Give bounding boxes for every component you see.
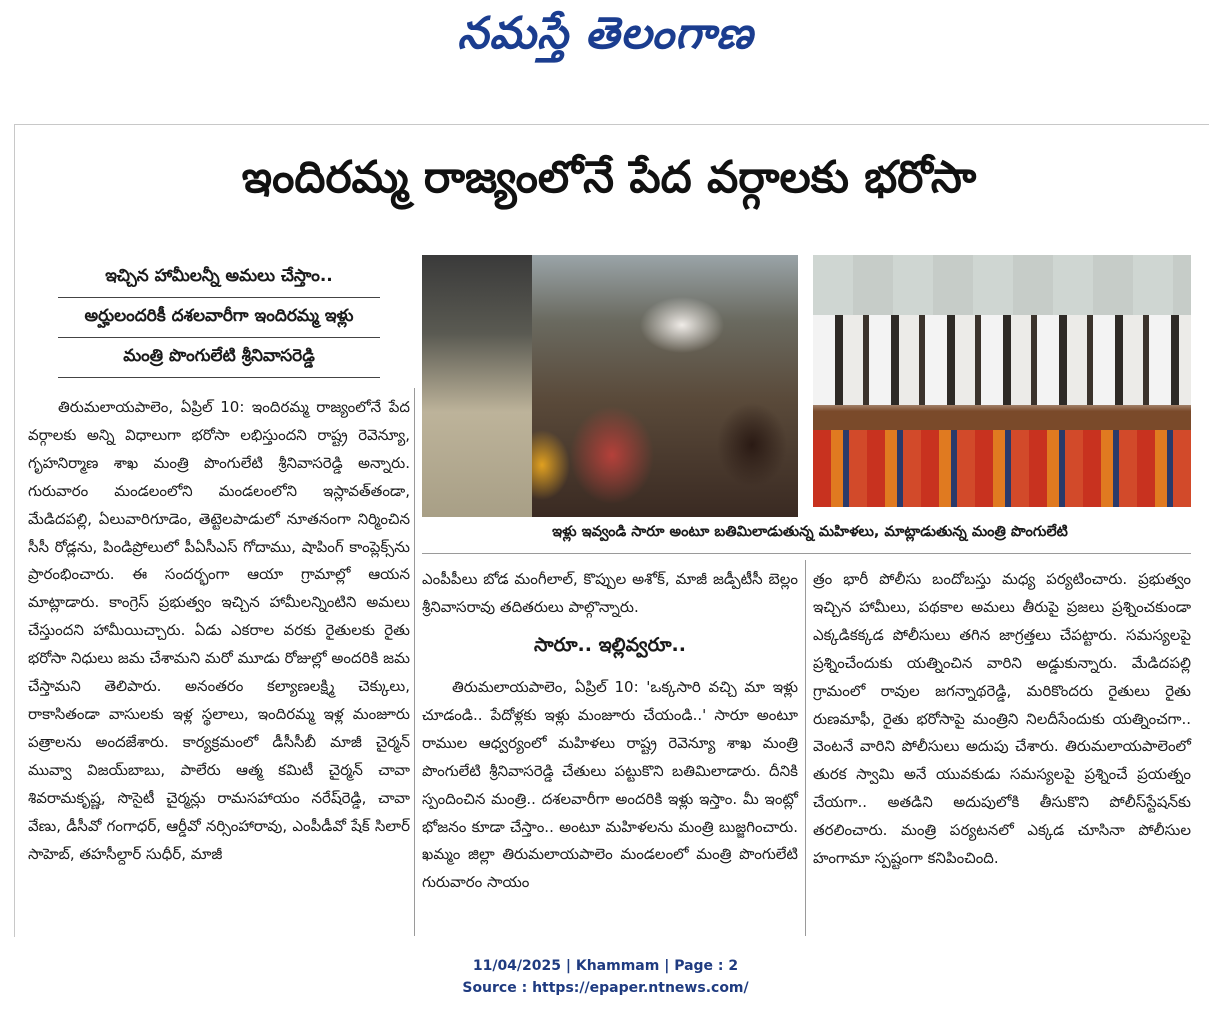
photo-caption: ఇళ్లు ఇవ్వండి సారూ అంటూ బతిమిలాడుతున్న మహిళలు, మాట్లాడుతున్న మంత్రి పొంగులేటి bbox=[552, 524, 1068, 540]
article-paragraph: ఎంపీపీలు బోడ మంగీలాల్, కొప్పుల అశోక్, మాజీ జడ్పీటీసీ బెల్లం శ్రీనివాసరావు తదితరులు పాల్గొన్నారు. bbox=[422, 570, 798, 616]
footer-edition: 11/04/2025 | Khammam | Page : 2 bbox=[472, 958, 739, 974]
article-paragraph: త్రం భారీ పోలీసు బందోబస్తు మధ్య పర్యటించారు. ప్రభుత్వం ఇచ్చిన హామీలు, పథకాల అమలు తీరుపై ప్రజలు ప్రశ్నించకుండా ఎక్కడికక్కడ పోలీసులు తగిన జాగ్రత్తలు చేపట్టారు. సమస్యలపై ప్రశ్నించేందుకు యత్నించిన వారిని అడ్డుకున్నారు. మేడిదపల్లి గ్రామంలో రావుల జగన్నాథరెడ్డి, మరికొందరు రైతులు రైతు రుణమాఫీ, రైతు భరోసాపై మంత్రిని నిలదీసేందుకు యత్నించగా.. వెంటనే వారిని పోలీసులు అదుపు చేశారు. తిరుమలాయపాలెంలో తురక స్వామి అనే యువకుడు సమస్యలపై ప్రశ్నించే ప్రయత్నం చేయగా.. అతడిని అదుపులోకి తీసుకొని పోలీస్‌స్టేషన్‌కు తరలించారు. మంత్రి పర్యటనలో ఎక్కడ చూసినా పోలీసుల హంగామా స్పష్టంగా కనిపించింది. bbox=[813, 570, 1191, 868]
article-body-main bbox=[28, 394, 410, 868]
subhead-2 bbox=[28, 298, 410, 338]
column-divider bbox=[414, 388, 415, 936]
masthead-logo: నమస్తే తెలంగాణ bbox=[457, 8, 754, 59]
subhead-text: ఇచ్చిన హామీలన్నీ అమలు చేస్తాం.. bbox=[105, 266, 333, 286]
article-paragraph: తిరుమలాయపాలెం, ఏప్రిల్ 10: 'ఒక్కసారి వచ్చి మా ఇళ్లు చూడండి.. పేదోళ్లకు ఇళ్లు మంజూరు చేయండి..' సారూ అంటూ రాముల ఆధ్వర్యంలో మహిళలు రాష్ట్ర రెవెన్యూ శాఖ మంత్రి పొంగులేటి శ్రీనివాసరెడ్డి చేతులు పట్టుకొని బతిమిలాడారు. దీనికి స్పందించిన మంత్రి.. దశలవారీగా అందరికి ఇళ్లు ఇస్తాం. మీ ఇంట్లో భోజనం కూడా చేస్తాం.. అంటూ మహిళలను మంత్రి బుజ్జగించారు. ఖమ్మం జిల్లా తిరుమలాయపాలెం మండలంలో మంత్రి పొంగులేటి గురువారం సాయం bbox=[422, 678, 798, 892]
headline: ఇందిరమ్మ రాజ్యంలోనే పేద వర్గాలకు భరోసా bbox=[241, 152, 977, 203]
article-paragraph: తిరుమలాయపాలెం, ఏప్రిల్ 10: ఇందిరమ్మ రాజ్యంలోనే పేద వర్గాలకు అన్ని విధాలుగా భరోసా లభిస్తుందని రాష్ట్ర రెవెన్యూ, గృహనిర్మాణ శాఖ మంత్రి పొంగులేటి శ్రీనివాసరెడ్డి అన్నారు. గురువారం మండలంలోని మండలంలోని ఇస్లావత్‌తండా, మేడిదపల్లి, ఏలువారిగూడెం, తెట్టెలపాడులో నూతనంగా నిర్మించిన సీసీ రోడ్లను, పిండిప్రోలులో పీఏసీఎస్ గోదాము, షాపింగ్ కాంప్లెక్స్‌ను ప్రారంభించారు. ఈ సందర్భంగా ఆయా గ్రామాల్లో ఆయన మాట్లాడారు. కాంగ్రెస్ ప్రభుత్వం ఇచ్చిన హామీలన్నింటిని అమలు చేస్తుందని హామీయిచ్చారు. ఏడు ఎకరాల వరకు రైతులకు రైతు భరోసా నిధులు జమ చేశామని మరో మూడు రోజుల్లో అందరికి జమ చేస్తామని తెలిపారు. అనంతరం కల్యాణలక్ష్మి చెక్కులు, రాకాసితండా వాసులకు ఇళ్ల స్థలాలు, ఇందిరమ్మ ఇళ్ల మంజూరు పత్రాలను అందజేశారు. కార్యక్రమంలో డీసీసీబీ మాజీ చైర్మన్ మువ్వా విజయ్‌బాబు, పాలేరు ఆత్మ కమిటీ చైర్మన్ చావా శివరామకృష్ణ, సొసైటీ చైర్మన్లు రామసహాయం నరేష్‌రెడ్డి, చావా వేణు, డీసీవో గంగాధర్, ఆర్డీవో నర్సింహారావు, ఎంపీడీవో షేక్ సిలార్ సాహెబ్, తహసీల్దార్ సుధీర్, మాజీ bbox=[28, 398, 410, 863]
article-body-main-continued bbox=[422, 566, 798, 622]
section2-title: సారూ.. ఇల్లివ్వరూ.. bbox=[533, 634, 686, 656]
article-body-second bbox=[422, 674, 798, 897]
subhead-text: అర్హులందరికీ దశలవారీగా ఇందిరమ్మ ఇళ్లు bbox=[84, 306, 354, 326]
divider bbox=[422, 553, 1191, 554]
footer-source: Source : https://epaper.ntnews.com/ bbox=[462, 980, 749, 996]
subhead-3 bbox=[28, 338, 410, 378]
column-divider bbox=[805, 560, 806, 936]
subhead-text: మంత్రి పొంగులేటి శ్రీనివాసరెడ్డి bbox=[123, 346, 315, 366]
photo-women-pleading bbox=[422, 255, 798, 517]
subhead-1 bbox=[28, 258, 410, 298]
article-body-second-continued bbox=[813, 566, 1191, 873]
photo-minister-speaking bbox=[813, 255, 1191, 507]
